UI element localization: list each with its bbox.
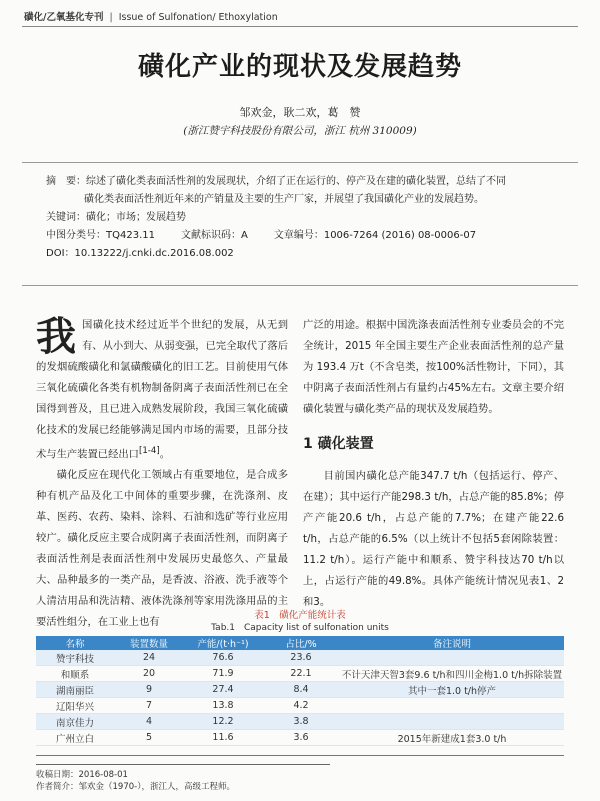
cell-capacity: 71.9 (184, 666, 262, 682)
cell-name: 广州立白 (36, 730, 114, 746)
journal-section-english: Issue of Sulfonation/ Ethoxylation (118, 12, 278, 23)
table-row (36, 714, 564, 730)
col-header-name: 名称 (36, 636, 114, 650)
abstract-label: 摘 要： (46, 176, 86, 187)
header-divider: | (109, 12, 113, 23)
cell-share: 23.6 (262, 650, 340, 666)
paper-title: 磺化产业的现状及发展趋势 (137, 52, 462, 82)
cell-name: 和顺系 (36, 666, 114, 682)
paragraph-4: 目前国内磺化总产能347.7 t/h（包括运行、停产、在建）；其中运行产能298.3 t/h，占总产能的85.8%；停产产能20.6 t/h，占总产能的7.7%；在建产能22.6 t/h，占总产能的6.5%（以上统计不包括5套闲除装置：11.2 t/h）。运行产能中和顺系、赞宇科技达70 t/h以上，占运行产能的49.8%。具体产能统计情况见表1、2和3。 (303, 470, 564, 608)
table-row (36, 682, 564, 698)
keywords-label: 关键词： (46, 212, 86, 223)
clc-number: 中图分类号：TQ423.11 (46, 230, 155, 241)
table-bottom-rule (36, 755, 564, 756)
footnote-rule (36, 764, 330, 765)
cell-notes (340, 698, 564, 714)
cell-name: 湖南丽臣 (36, 682, 114, 698)
keywords-line (46, 209, 564, 227)
body-column-left (36, 315, 288, 633)
table-caption-cn: 表1 磺化产能统计表 (254, 610, 346, 621)
cell-notes (340, 650, 564, 666)
cell-share: 8.4 (262, 682, 340, 698)
received-date: 收稿日期：2016-08-01 (36, 770, 128, 780)
cell-notes: 不计天津天智3套9.6 t/h和四川金梅1.0 t/h拆除装置 (340, 666, 564, 682)
keywords-value: 磺化；市场；发展趋势 (86, 212, 186, 223)
document-code: 文献标识码：A (180, 230, 248, 241)
paragraph-2: 磺化反应在现代化工领域占有重要地位，是合成多种有机产品及化工中间体的重要步骤，在洗涤剂、皮革、医药、农药、染料、涂料、石油和选矿等行业应用较广。磺化反应主要合成阴离子表面活性剂，而阴离子表面活性剂是表面活性剂中发展历史最悠久、产量最大、品种最多的一类产品，是香波、浴液、洗手液等个人清洁用品和洗洁精、液体洗涤剂等家用洗涤用品的主要活性组分，在工业上也有 (36, 469, 288, 629)
abstract-line-1 (46, 173, 564, 191)
abstract-text-1: 综述了磺化类表面活性剂的发展现状，介绍了正在运行的、停产及在建的磺化装置，总结了不同 (86, 176, 506, 187)
cell-name: 南京佳力 (36, 714, 114, 730)
journal-section-label: 磺化/乙氧基化专刊 (24, 12, 104, 23)
cell-units: 20 (114, 666, 184, 682)
paragraph-3: 广泛的用途。根据中国洗涤表面活性剂专业委员会的不完全统计，2015 年全国主要生产企业表面活性剂的总产量为 193.4 万t（不含皂类，按100%活性物计，下同），其中阴离子表面活性剂占有量约占45%左右。文章主要介绍磺化装置与磺化类产品的现状及发展趋势。 (303, 319, 564, 415)
footnote (36, 769, 235, 793)
cell-capacity: 11.6 (184, 730, 262, 746)
table-caption-en: Tab.1 Capacity list of sulfonation units (211, 623, 389, 633)
body-column-right (303, 315, 564, 613)
cell-notes (340, 714, 564, 730)
cell-units: 5 (114, 730, 184, 746)
citation-ref: [1-4] (138, 446, 160, 456)
intro-text-end: 。 (159, 448, 170, 461)
doi-line: DOI：10.13222/j.cnki.dc.2016.08.002 (46, 248, 234, 259)
col-header-units: 装置数量 (114, 636, 184, 650)
abstract-block (46, 173, 564, 263)
cell-units: 24 (114, 650, 184, 666)
cell-units: 9 (114, 682, 184, 698)
cell-share: 4.2 (262, 698, 340, 714)
cell-share: 22.1 (262, 666, 340, 682)
table-row (36, 650, 564, 666)
col-header-notes: 备注说明 (340, 636, 564, 650)
cell-name: 赞宇科技 (36, 650, 114, 666)
author-intro: 作者简介：邹欢金（1970-），浙江人，高级工程师。 (36, 782, 235, 792)
cell-share: 3.6 (262, 730, 340, 746)
cell-units: 7 (114, 698, 184, 714)
abstract-text-2: 磺化类表面活性剂近年来的产销量及主要的生产厂家，并展望了我国磺化产业的发展趋势。 (84, 194, 484, 205)
intro-text: 国磺化技术经过近半个世纪的发展，从无到有、从小到大、从弱变强，已完全取代了落后的发烟硫酸磺化和氯磺酸磺化的旧工艺。目前使用气体三氧化硫磺化各类有机物制备阴离子表面活性剂已在全国得到普及，且已进入成熟发展阶段，我国三氧化硫磺化技术的发展已经能够满足国内市场的需要，且部分技术与生产装置已经出口 (36, 319, 288, 461)
table-row (36, 730, 564, 746)
col-header-share: 占比/% (262, 636, 340, 650)
table-header-row (36, 636, 564, 650)
running-header (24, 9, 278, 23)
cell-name: 辽阳华兴 (36, 698, 114, 714)
divider-top (22, 162, 578, 163)
col-header-capacity: 产能/(t·h⁻¹) (184, 636, 262, 650)
drop-cap: 我 (36, 313, 76, 360)
cell-notes: 其中一套1.0 t/h停产 (340, 682, 564, 698)
classification-line (46, 227, 564, 245)
header-rule (22, 26, 578, 27)
cell-share: 3.8 (262, 714, 340, 730)
affiliation: (浙江赞宇科技股份有限公司，浙江 杭州 310009) (183, 125, 417, 137)
author-list: 邹欢金，耿二欢，葛 赞 (239, 106, 361, 119)
cell-capacity: 76.6 (184, 650, 262, 666)
cell-capacity: 12.2 (184, 714, 262, 730)
capacity-table (36, 636, 564, 746)
cell-units: 4 (114, 714, 184, 730)
table-row (36, 666, 564, 682)
cell-capacity: 13.8 (184, 698, 262, 714)
divider-bottom (22, 285, 578, 286)
cell-capacity: 27.4 (184, 682, 262, 698)
cell-notes: 2015年新建成1套3.0 t/h (340, 730, 564, 746)
article-number: 文章编号：1006-7264 (2016) 08-0006-07 (273, 230, 477, 241)
section-heading: 1 磺化装置 (303, 436, 374, 452)
intro-paragraph (36, 315, 288, 465)
table-row (36, 698, 564, 714)
